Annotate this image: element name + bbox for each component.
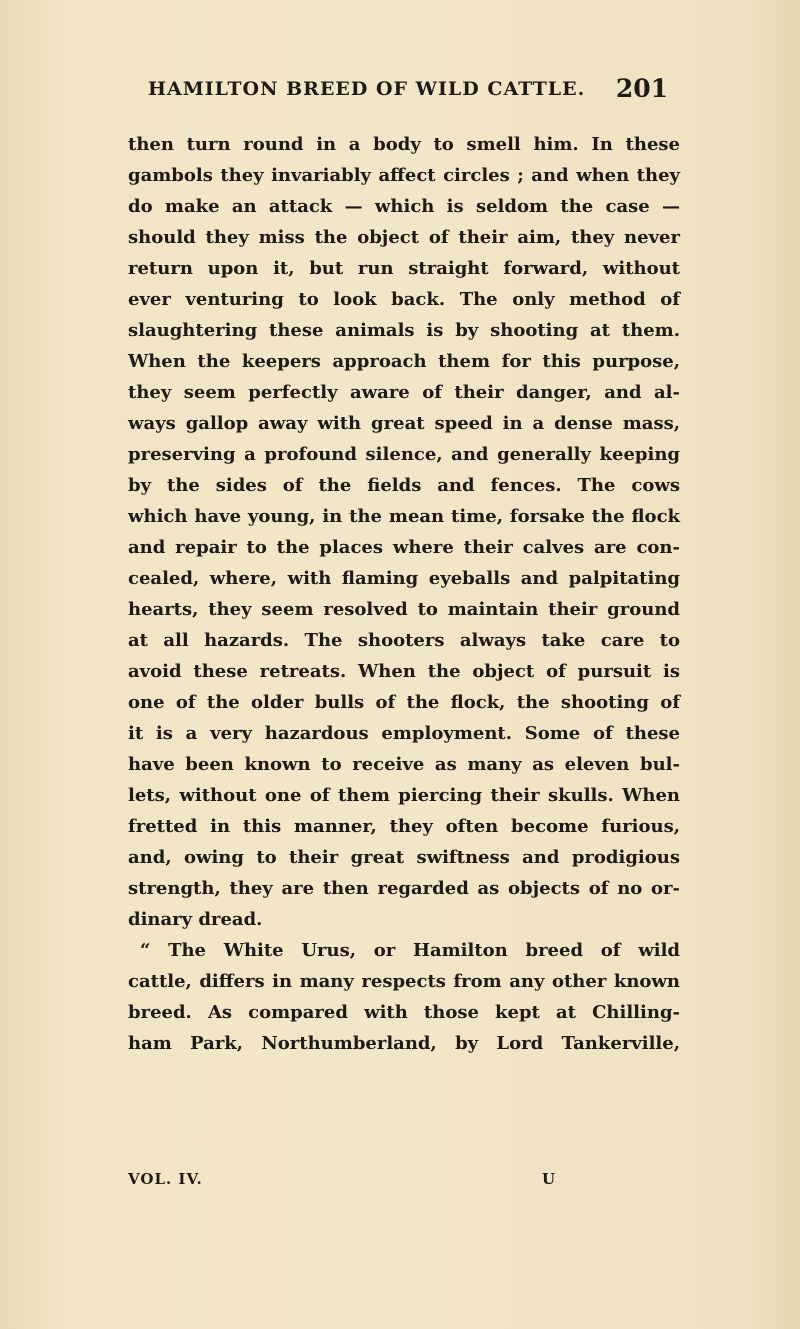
page-number: 201 (615, 74, 668, 103)
text-line: “ The White Urus, or Hamilton breed of wild (140, 940, 680, 961)
text-line: dinary dread. (128, 909, 263, 930)
text-line: cattle, differs in many respects from any other known (128, 971, 680, 992)
text-line: then turn round in a body to smell him. In these (128, 134, 680, 155)
text-line: it is a very hazardous employment. Some of these (128, 723, 680, 744)
text-line: should they miss the object of their aim, they never (128, 227, 680, 248)
text-line: avoid these retreats. When the object of pursuit is (128, 661, 680, 682)
text-line: return upon it, but run straight forward, without (128, 258, 680, 279)
text-line: and, owing to their great swiftness and prodigious (128, 847, 680, 868)
text-line: cealed, where, with flaming eyeballs and palpitating (128, 568, 680, 589)
text-line: which have young, in the mean time, forsake the flock (128, 506, 680, 527)
text-line: When the keepers approach them for this purpose, (128, 351, 680, 372)
text-line: fretted in this manner, they often become furious, (128, 816, 680, 837)
text-line: slaughtering these animals is by shooting at them. (128, 320, 680, 341)
text-line: ever venturing to look back. The only method of (128, 289, 680, 310)
text-line: ways gallop away with great speed in a dense mass, (128, 413, 680, 434)
text-line: strength, they are then regarded as objects of no or- (128, 878, 680, 899)
text-line: do make an attack — which is seldom the case — (128, 196, 680, 217)
text-line: at all hazards. The shooters always take care to (128, 630, 680, 651)
text-line: they seem perfectly aware of their danger, and al- (128, 382, 680, 403)
text-line: lets, without one of them piercing their skulls. When (128, 785, 680, 806)
text-line: one of the older bulls of the flock, the shooting of (128, 692, 680, 713)
text-line: have been known to receive as many as eleven bul- (128, 754, 680, 775)
text-line: and repair to the places where their calves are con- (128, 537, 680, 558)
running-head (148, 74, 668, 108)
text-line: ham Park, Northumberland, by Lord Tankerville, (128, 1033, 680, 1054)
signature-mark: U (542, 1170, 556, 1188)
page-footer (128, 1170, 680, 1196)
volume-label: VOL. IV. (128, 1170, 203, 1188)
text-line: by the sides of the fields and fences. The cows (128, 475, 680, 496)
text-line: breed. As compared with those kept at Chilling- (128, 1002, 680, 1023)
running-title: HAMILTON BREED OF WILD CATTLE. (148, 78, 586, 100)
text-line: gambols they invariably affect circles ; and when they (128, 165, 680, 186)
text-line: preserving a profound silence, and generally keeping (128, 444, 680, 465)
text-line: hearts, they seem resolved to maintain their ground (128, 599, 680, 620)
